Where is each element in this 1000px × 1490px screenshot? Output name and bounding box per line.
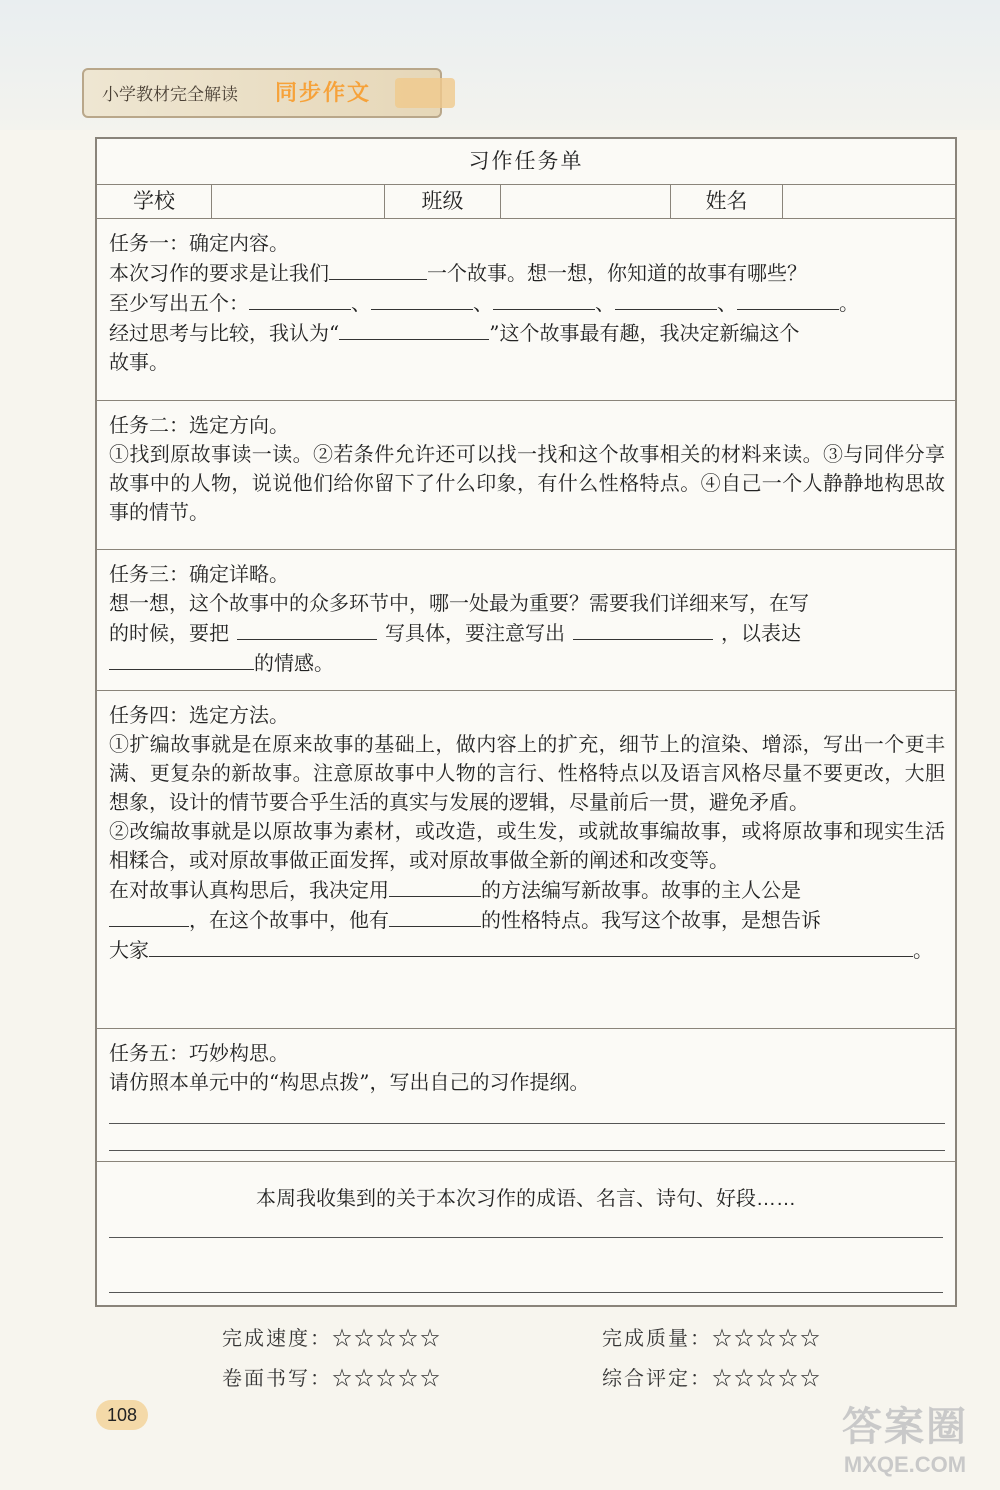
name-field[interactable] [783, 185, 955, 219]
watermark [820, 1395, 990, 1485]
blank-story-4[interactable] [615, 288, 717, 310]
task-four-text: 在对故事认真构思后，我决定用 [109, 878, 389, 902]
watermark-logo: 答案圈 [842, 1405, 968, 1449]
blank-detail-part[interactable] [237, 618, 377, 640]
task-three-text: 的情感。 [254, 651, 334, 675]
task-three-heading: 任务三：确定详略。 [109, 562, 289, 586]
task-four [97, 691, 955, 1029]
outline-line-2[interactable] [109, 1150, 945, 1151]
blank-favorite-story[interactable] [339, 318, 489, 340]
task-three-line-2 [109, 618, 945, 648]
task-one-line-1 [109, 258, 945, 288]
banner-ribbon [395, 78, 455, 108]
task-one-text: 一个故事。想一想，你知道的故事有哪些？ [427, 261, 807, 285]
separator: 、 [351, 291, 371, 315]
task-one-text: 本次习作的要求是让我们 [109, 261, 329, 285]
task-four-heading: 任务四：选定方法。 [109, 703, 289, 727]
blank-story-1[interactable] [249, 288, 351, 310]
task-four-text: ，在这个故事中，他有 [189, 908, 389, 932]
sheet-title: 习作任务单 [468, 150, 584, 173]
task-one-text: 至少写出五个： [109, 291, 249, 315]
rating-speed[interactable]: 完成速度：☆☆☆☆☆ [222, 1326, 442, 1350]
task-five-heading: 任务五：巧妙构思。 [109, 1041, 289, 1065]
collection-title: 本周我收集到的关于本次习作的成语、名言、诗句、好段…… [256, 1188, 796, 1210]
class-label: 班级 [385, 185, 501, 219]
period: 。 [913, 938, 933, 962]
school-label: 学校 [97, 185, 212, 219]
task-three-line-1: 想一想，这个故事中的众多环节中，哪一处最为重要？需要我们详细来写，在写 [109, 591, 809, 615]
watermark-url: MXQE.COM [843, 1452, 967, 1477]
series-title: 小学教材完全解读 [102, 85, 238, 104]
task-four-text: 的性格特点。我写这个故事，是想告诉 [481, 908, 821, 932]
task-two [97, 401, 955, 550]
blank-message[interactable] [149, 935, 913, 957]
info-row [97, 185, 955, 219]
task-one-text: 经过思考与比较，我认为“ [109, 321, 340, 345]
task-two-body: ①找到原故事读一读。②若条件允许还可以找一找和这个故事相关的材料来读。③与同伴分享故事中的人物，说说他们给你留下了什么印象，有什么性格特点。④自己一个人静静地构思故事的情节。 [109, 442, 945, 524]
task-one-line-2 [109, 288, 945, 318]
task-one-heading: 任务一：确定内容。 [109, 231, 289, 255]
rating-overall[interactable]: 综合评定：☆☆☆☆☆ [602, 1366, 822, 1390]
collection-line-1[interactable] [109, 1237, 943, 1238]
task-three-text: 的时候，要把 [109, 621, 229, 645]
name-label: 姓名 [671, 185, 783, 219]
blank-task-verb[interactable] [329, 258, 427, 280]
task-four-line-2 [109, 905, 945, 935]
page-number: 108 [96, 1400, 148, 1430]
task-four-paragraph-2: ②改编故事就是以原故事为素材，或改造，或生发，或就故事编故事，或将原故事和现实生活相糅合，或对原故事做正面发挥，或对原故事做全新的阐述和改变等。 [109, 819, 945, 872]
separator: 、 [717, 291, 737, 315]
task-four-line-1 [109, 875, 945, 905]
task-one-line-4: 故事。 [109, 350, 169, 374]
separator: 、 [595, 291, 615, 315]
sheet-title-row [97, 139, 955, 185]
task-three-line-3 [109, 648, 945, 678]
rating-quality[interactable]: 完成质量：☆☆☆☆☆ [602, 1326, 822, 1350]
collection-line-2[interactable] [109, 1292, 943, 1293]
blank-story-5[interactable] [737, 288, 839, 310]
class-field[interactable] [501, 185, 671, 219]
task-three [97, 550, 955, 691]
blank-protagonist[interactable] [109, 905, 189, 927]
school-field[interactable] [212, 185, 385, 219]
task-two-heading: 任务二：选定方向。 [109, 413, 289, 437]
blank-emotion[interactable] [109, 648, 254, 670]
task-four-text: 的方法编写新故事。故事的主人公是 [481, 878, 801, 902]
task-four-line-3 [109, 935, 945, 965]
blank-key-detail[interactable] [573, 618, 713, 640]
blank-story-2[interactable] [371, 288, 473, 310]
separator: 、 [473, 291, 493, 315]
task-four-paragraph-1: ①扩编故事就是在原来故事的基础上，做内容上的扩充，细节上的渲染、增添，写出一个更丰满、更复杂的新故事。注意原故事中人物的言行、性格特点以及语言风格尽量不要更改，大胆想象，设计的情节要合乎生活的真实与发展的逻辑，尽量前后一贯，避免矛盾。 [109, 732, 945, 814]
task-four-text: 大家 [109, 938, 149, 962]
blank-personality[interactable] [389, 905, 481, 927]
task-sheet [95, 137, 957, 1307]
outline-line-1[interactable] [109, 1123, 945, 1124]
period: 。 [839, 291, 859, 315]
task-one-line-3 [109, 318, 945, 348]
blank-story-3[interactable] [493, 288, 595, 310]
task-three-text: ，以表达 [721, 621, 801, 645]
collection-box [97, 1162, 955, 1305]
task-five [97, 1029, 955, 1162]
task-five-body: 请仿照本单元中的“构思点拨”，写出自己的习作提纲。 [109, 1070, 590, 1094]
task-three-text: 写具体，要注意写出 [385, 621, 565, 645]
task-one-text: ”这个故事最有趣，我决定新编这个 [489, 321, 800, 345]
rating-handwriting[interactable]: 卷面书写：☆☆☆☆☆ [222, 1366, 442, 1390]
blank-method[interactable] [389, 875, 481, 897]
task-one [97, 219, 955, 401]
series-accent: 同步作文 [275, 80, 372, 105]
